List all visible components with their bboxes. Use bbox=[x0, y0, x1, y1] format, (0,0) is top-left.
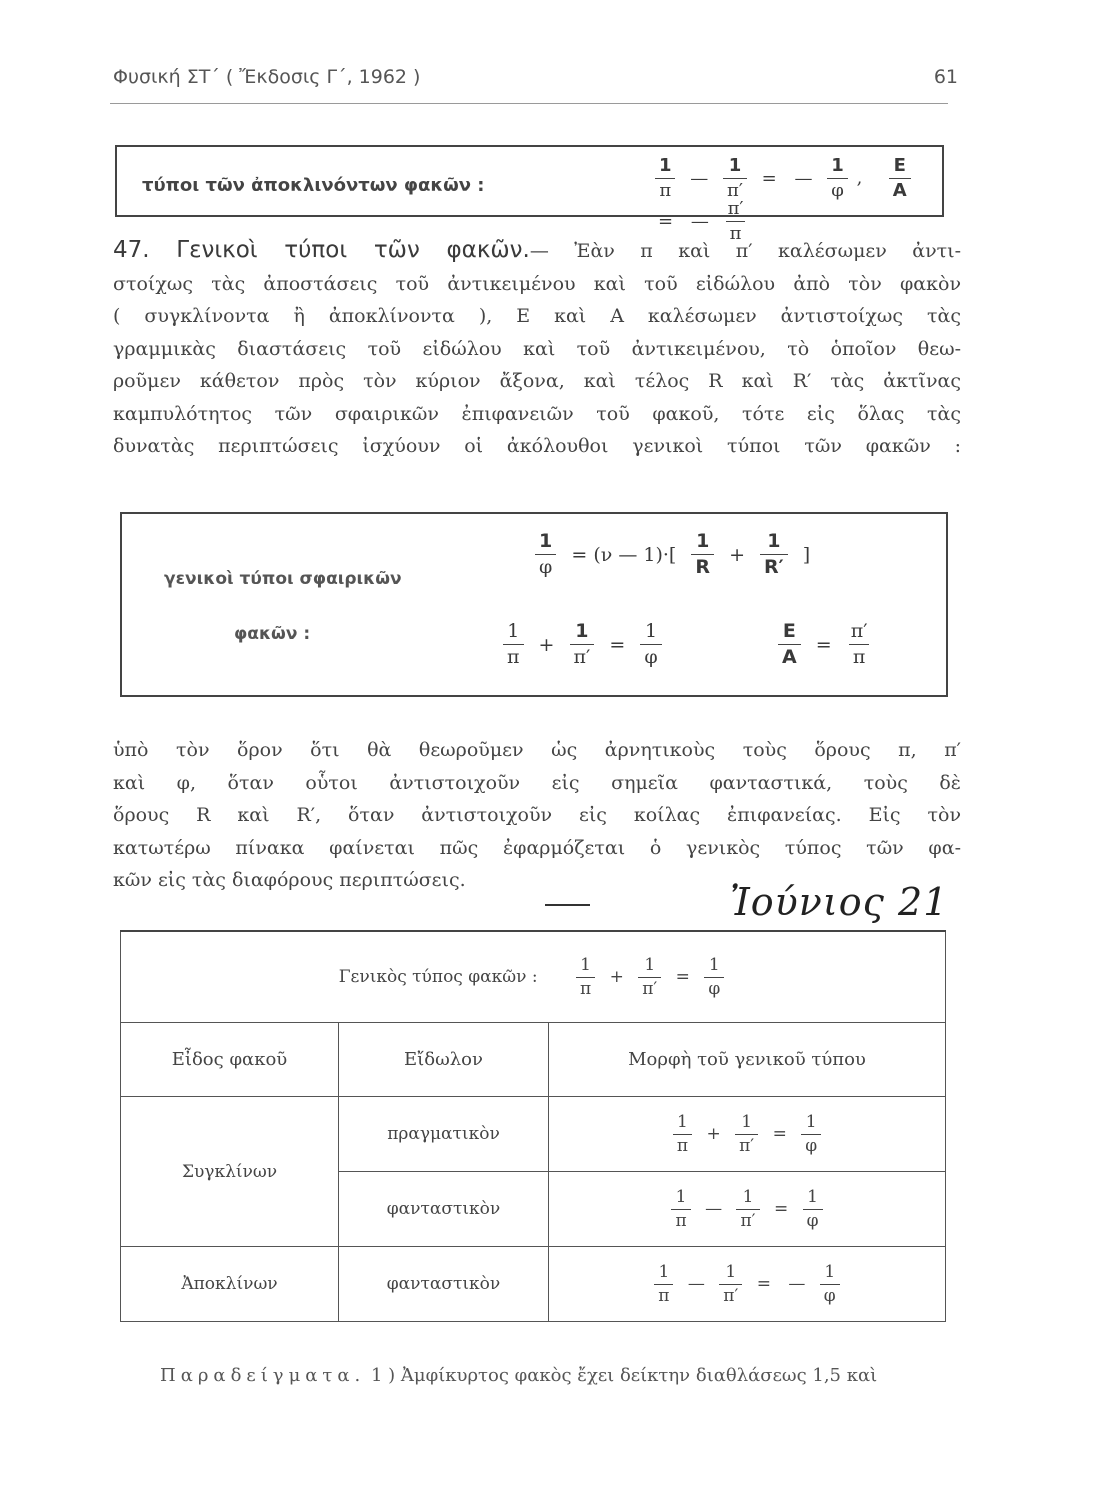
magnification-equation: $\frac{E}{A}$ = $\frac{\pi'}{\pi}$ bbox=[775, 622, 875, 667]
diverging-lens-equation: $\frac{1}{\pi}$ — $\frac{1}{\pi'}$ = — $\frac{1}{\varphi}$ , $\frac{E}{A}$ = — $\frac{\pi'}{\pi}$ bbox=[652, 157, 942, 243]
paragraph-line: κατωτέρω πίνακα φαίνεται πῶς ἐφαρμόζεται ὁ γενικὸς τύπος τῶν φα- bbox=[113, 836, 961, 859]
general-formula-label: Γενικὸς τύπος φακῶν : bbox=[338, 966, 538, 987]
fraction: $\frac{1}{R'}$ bbox=[760, 532, 788, 577]
paragraph-line: 47. Γενικοὶ τύποι τῶν φακῶν.— Ἐὰν π καὶ π′ καλέσωμεν ἀντι- bbox=[113, 237, 962, 263]
formula-cell: $\frac{1}{\pi}$ + $\frac{1}{\pi'}$ = $\frac{1}{\varphi}$ bbox=[549, 1097, 946, 1172]
handwritten-note: Ἰούνιος 21 bbox=[730, 880, 949, 924]
lens-type-cell: Ἀποκλίνων bbox=[121, 1247, 339, 1322]
diverging-lens-formula-label: τύποι τῶν ἀποκλινόντων φακῶν : bbox=[142, 175, 485, 196]
fraction: $\frac{1}{\pi}$ bbox=[503, 622, 524, 667]
image-type-cell: φανταστικὸν bbox=[339, 1247, 549, 1322]
lensmaker-equation: $\frac{1}{\varphi}$ = (ν — 1)·[ $\frac{1}{R}$ + $\frac{1}{R'}$ ] bbox=[532, 532, 816, 577]
spherical-formula-label-2: φακῶν : bbox=[234, 624, 311, 644]
fraction: $\frac{\pi'}{\pi}$ bbox=[850, 620, 868, 668]
table-general-row bbox=[121, 931, 946, 1023]
header-rule bbox=[110, 103, 948, 104]
formula-cell: $\frac{1}{\pi}$ — $\frac{1}{\pi'}$ = $\frac{1}{\varphi}$ bbox=[549, 1172, 946, 1247]
handwritten-dash bbox=[545, 904, 590, 906]
spherical-formula-label-1: γενικοὶ τύποι σφαιρικῶν bbox=[164, 569, 402, 589]
paragraph-line: ὑπὸ τὸν ὅρον ὅτι θὰ θεωροῦμεν ὡς ἀρνητικοὺς τοὺς ὅρους π, π′ bbox=[113, 739, 961, 761]
page-number: 61 bbox=[933, 66, 958, 88]
paragraph-line: ὅρους R καὶ R′, ὅταν ἀντιστοιχοῦν εἰς κοίλας ἐπιφανείας. Εἰς τὸν bbox=[113, 804, 961, 826]
fraction: $\frac{1}{\pi}$ bbox=[655, 157, 676, 200]
fraction: $\frac{\pi'}{\pi}$ bbox=[727, 198, 744, 244]
table-row bbox=[121, 1247, 946, 1322]
fraction: $\frac{E}{A}$ bbox=[778, 622, 801, 667]
image-type-cell: φανταστικὸν bbox=[339, 1172, 549, 1247]
sign-convention-paragraph bbox=[113, 734, 961, 897]
fraction: $\frac{1}{\varphi}$ bbox=[535, 532, 556, 577]
fraction: $\frac{E}{A}$ bbox=[889, 157, 911, 200]
column-header: Εἶδος φακοῦ bbox=[121, 1023, 339, 1097]
column-header: Εἴδωλον bbox=[339, 1023, 549, 1097]
table-header-row bbox=[121, 1023, 946, 1097]
lens-type-cell: Συγκλίνων bbox=[121, 1097, 339, 1247]
paragraph-line: στοίχως τὰς ἀποστάσεις τοῦ ἀντικειμένου καὶ τοῦ εἰδώλου ἀπὸ τὸν φακὸν bbox=[113, 272, 961, 295]
general-formula-cell bbox=[121, 931, 946, 1023]
examples-heading: Παραδείγματα. bbox=[160, 1365, 366, 1386]
paragraph-line: καμπυλότητος τῶν σφαιρικῶν ἐπιφανειῶν τοῦ φακοῦ, τότε εἰς ὅλας τὰς bbox=[113, 402, 961, 425]
table-row bbox=[121, 1097, 946, 1172]
paragraph-line: ροῦμεν κάθετον πρὸς τὸν κύριον ἄξονα, καὶ τέλος R καὶ R′ τὰς ἀκτῖνας bbox=[113, 370, 961, 392]
fraction: $\frac{1}{\pi'}$ bbox=[570, 622, 595, 667]
column-header: Μορφὴ τοῦ γενικοῦ τύπου bbox=[549, 1023, 946, 1097]
image-type-cell: πραγματικὸν bbox=[339, 1097, 549, 1172]
diverging-lens-formula-box bbox=[115, 145, 944, 244]
examples-line bbox=[160, 1365, 877, 1386]
paragraph-line: δυνατὰς περιπτώσεις ἰσχύουν οἱ ἀκόλουθοι γενικοὶ τύποι τῶν φακῶν : bbox=[113, 435, 961, 457]
fraction: $\frac{1}{\varphi}$ bbox=[827, 157, 848, 200]
examples-text: 1 ) Ἀμφίκυρτος φακὸς ἔχει δείκτην διαθλάσεως 1,5 καὶ bbox=[365, 1365, 878, 1386]
general-formula-equation: $\frac{1}{\pi}$ + $\frac{1}{\pi'}$ = $\frac{1}{\varphi}$ bbox=[573, 967, 727, 987]
thin-lens-equation: $\frac{1}{\pi}$ + $\frac{1}{\pi'}$ = $\frac{1}{\varphi}$ bbox=[500, 622, 665, 667]
fraction: $\frac{1}{\pi'}$ bbox=[723, 157, 747, 200]
paragraph-line: ( συγκλίνοντα ἢ ἀποκλίνοντα ), E καὶ A καλέσωμεν ἀντιστοίχως τὰς bbox=[113, 305, 961, 327]
fraction: $\frac{1}{\varphi}$ bbox=[640, 622, 661, 667]
paragraph-line: καὶ φ, ὅταν οὗτοι ἀντιστοιχοῦν εἰς σημεῖα φανταστικά, τοὺς δὲ bbox=[113, 771, 961, 794]
spherical-lens-formula-box bbox=[120, 512, 948, 697]
paragraph-line: κῶν εἰς τὰς διαφόρους περιπτώσεις. bbox=[113, 869, 466, 891]
formula-cell: $\frac{1}{\pi}$ — $\frac{1}{\pi'}$ = — $\frac{1}{\varphi}$ bbox=[549, 1247, 946, 1322]
paragraph-line: γραμμικὰς διαστάσεις τοῦ εἰδώλου καὶ τοῦ ἀντικειμένου, τὸ ὁποῖον θεω- bbox=[113, 337, 961, 360]
section-title: 47. Γενικοὶ τύποι τῶν φακῶν. bbox=[113, 237, 530, 263]
lens-cases-table bbox=[120, 930, 946, 1322]
section-47-paragraph bbox=[113, 234, 961, 463]
running-header-title: Φυσική ΣΤ΄ ( Ἔκδοσις Γ΄, 1962 ) bbox=[113, 66, 421, 88]
fraction: $\frac{1}{R}$ bbox=[691, 532, 714, 577]
